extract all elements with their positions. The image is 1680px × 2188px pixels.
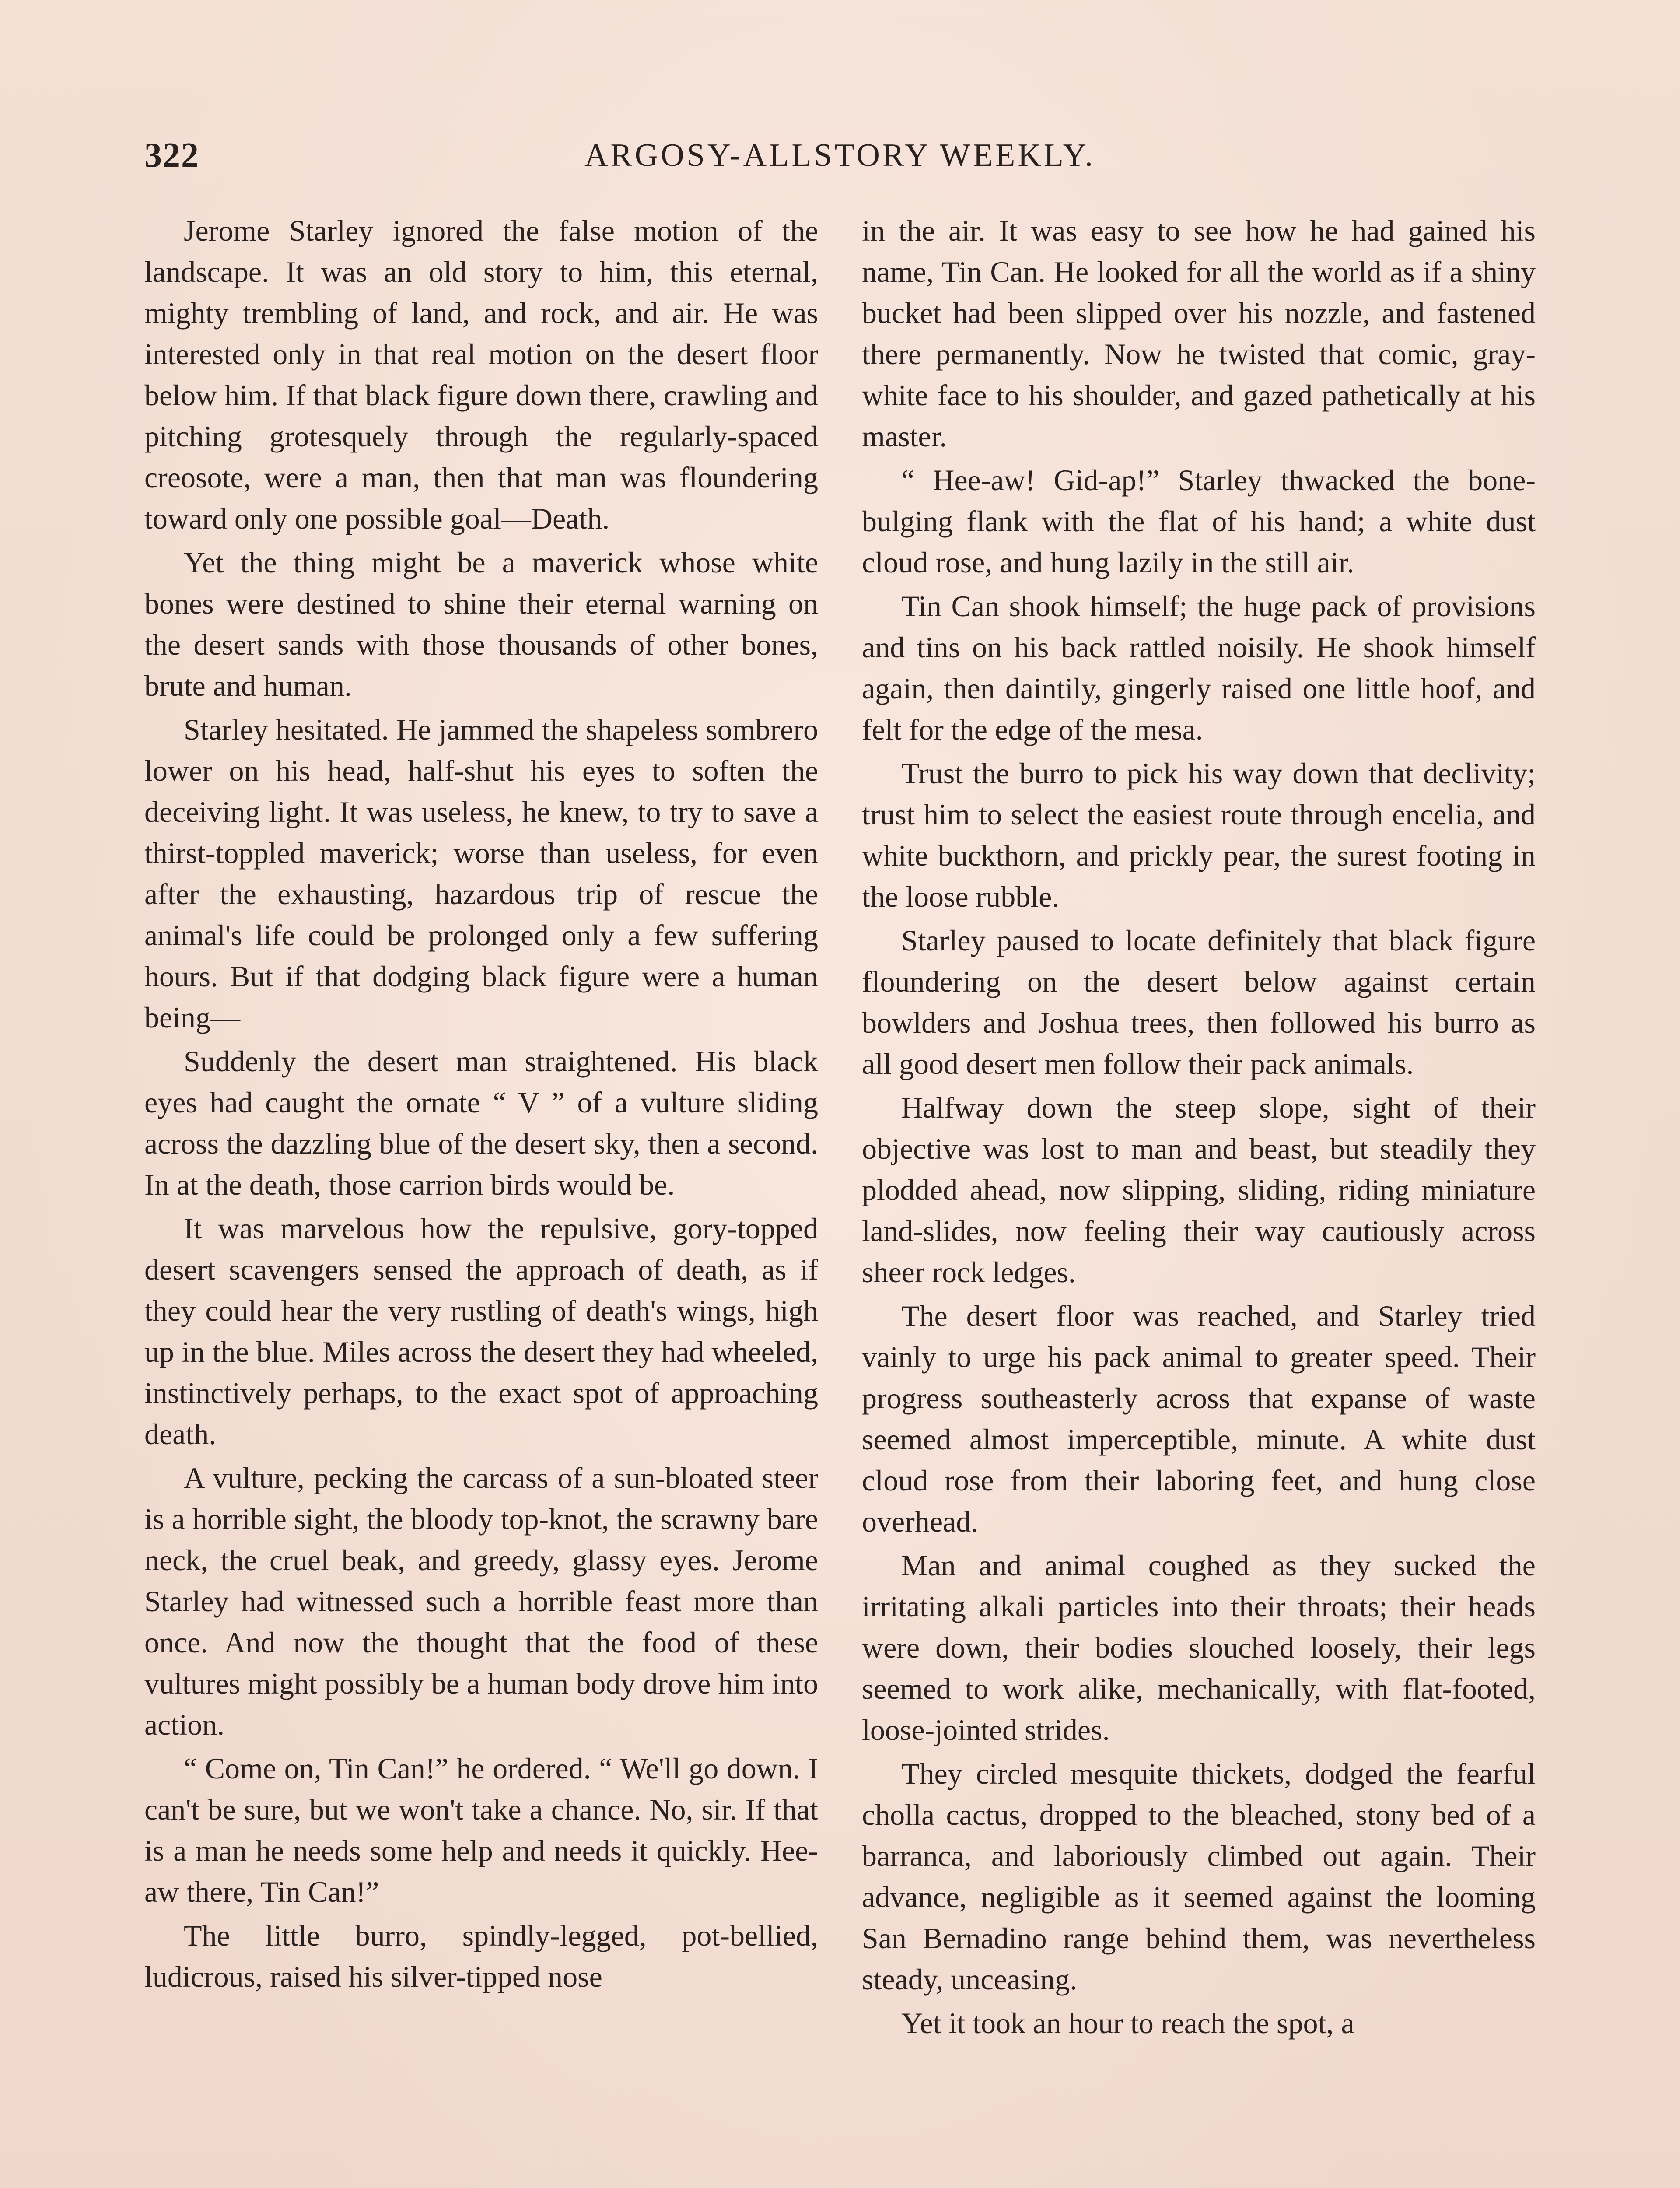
paragraph: in the air. It was easy to see how he had gained his name, Tin Can. He looked for all the world as if a shiny bucket had been slipped over his nozzle, and fastened there permanently. Now he twisted that comic, gray-white face to his shoulder, and gazed pathetically at his master. [862,214,1536,453]
paragraph: Yet the thing might be a maverick whose white bones were destined to shine their eternal warning on the desert sands with those thousands of other bones, brute and human. [144,546,818,702]
paragraph: Starley paused to locate definitely that black figure floundering on the desert below against certain bowlders and Joshua trees, then followed his burro as all good desert men follow their pack animals. [862,924,1536,1080]
paragraph: Suddenly the desert man straightened. His black eyes had caught the ornate “ V ” of a vulture sliding across the dazzling blue of the desert sky, then a second. In at the death, those carrion birds would be. [144,1045,818,1201]
left-column [144,210,818,2000]
paragraph: They circled mesquite thickets, dodged the fearful cholla cactus, dropped to the bleached, stony bed of a barranca, and laboriously climbed out again. Their advance, negligible as it seemed against the looming San Bernadino range behind them, was nevertheless steady, unceasing. [862,1757,1536,1996]
running-head: ARGOSY-ALLSTORY WEEKLY. [584,137,1096,173]
paragraph: Halfway down the steep slope, sight of their objective was lost to man and beast, but steadily they plodded ahead, now slipping, sliding, riding miniature land-slides, now feeling their way cautiously across sheer rock ledges. [862,1091,1536,1289]
right-column [862,210,1536,2046]
paragraph: “ Come on, Tin Can!” he ordered. “ We'll go down. I can't be sure, but we won't take a chance. No, sir. If that is a man he needs some help and needs it quickly. Hee-aw there, Tin Can!” [144,1752,818,1908]
paragraph: It was marvelous how the repulsive, gory-topped desert scavengers sensed the approach of death, as if they could hear the very rustling of death's wings, high up in the blue. Miles across the desert they had wheeled, instinctively perhaps, to the exact spot of approaching death. [144,1212,818,1451]
paragraph: Jerome Starley ignored the false motion of the landscape. It was an old story to him, this eternal, mighty trembling of land, and rock, and air. He was interested only in that real motion on the desert floor below him. If that black figure down there, crawling and pitching grotesquely through the regularly-spaced creosote, were a man, then that man was floundering toward only one possible goal—Death. [144,214,818,535]
paragraph: Starley hesitated. He jammed the shapeless sombrero lower on his head, half-shut his eyes to soften the deceiving light. It was useless, he knew, to try to save a thirst-toppled maverick; worse than useless, for even after the exhausting, hazardous trip of rescue the animal's life could be prolonged only a few suffering hours. But if that dodging black figure were a human being— [144,713,818,1034]
paragraph: The desert floor was reached, and Starley tried vainly to urge his pack animal to greater speed. Their progress southeasterly across that expanse of waste seemed almost imperceptible, minute. A white dust cloud rose from their laboring feet, and hung close overhead. [862,1299,1536,1538]
paragraph: “ Hee-aw! Gid-ap!” Starley thwacked the bone-bulging flank with the flat of his hand; a white dust cloud rose, and hung lazily in the still air. [862,463,1536,579]
page-number: 322 [144,136,200,175]
paragraph: Man and animal coughed as they sucked the irritating alkali particles into their throats; their heads were down, their bodies slouched loosely, their legs seemed to work alike, mechanically, with flat-footed, loose-jointed strides. [862,1549,1536,1746]
page-header [144,131,1536,184]
paragraph: Tin Can shook himself; the huge pack of provisions and tins on his back rattled noisily. He shook himself again, then daintily, gingerly raised one little hoof, and felt for the edge of the mesa. [862,589,1536,746]
paragraph: A vulture, pecking the carcass of a sun-bloated steer is a horrible sight, the bloody top-knot, the scrawny bare neck, the cruel beak, and greedy, glassy eyes. Jerome Starley had witnessed such a horrible feast more than once. And now the thought that the food of these vultures might possibly be a human body drove him into action. [144,1461,818,1741]
paragraph: Yet it took an hour to reach the spot, a [901,2006,1354,2040]
paragraph: The little burro, spindly-legged, pot-bellied, ludicrous, raised his silver-tipped nose [144,1919,818,1993]
paragraph: Trust the burro to pick his way down that declivity; trust him to select the easiest route through encelia, and white buckthorn, and prickly pear, the surest footing in the loose rubble. [862,757,1536,913]
